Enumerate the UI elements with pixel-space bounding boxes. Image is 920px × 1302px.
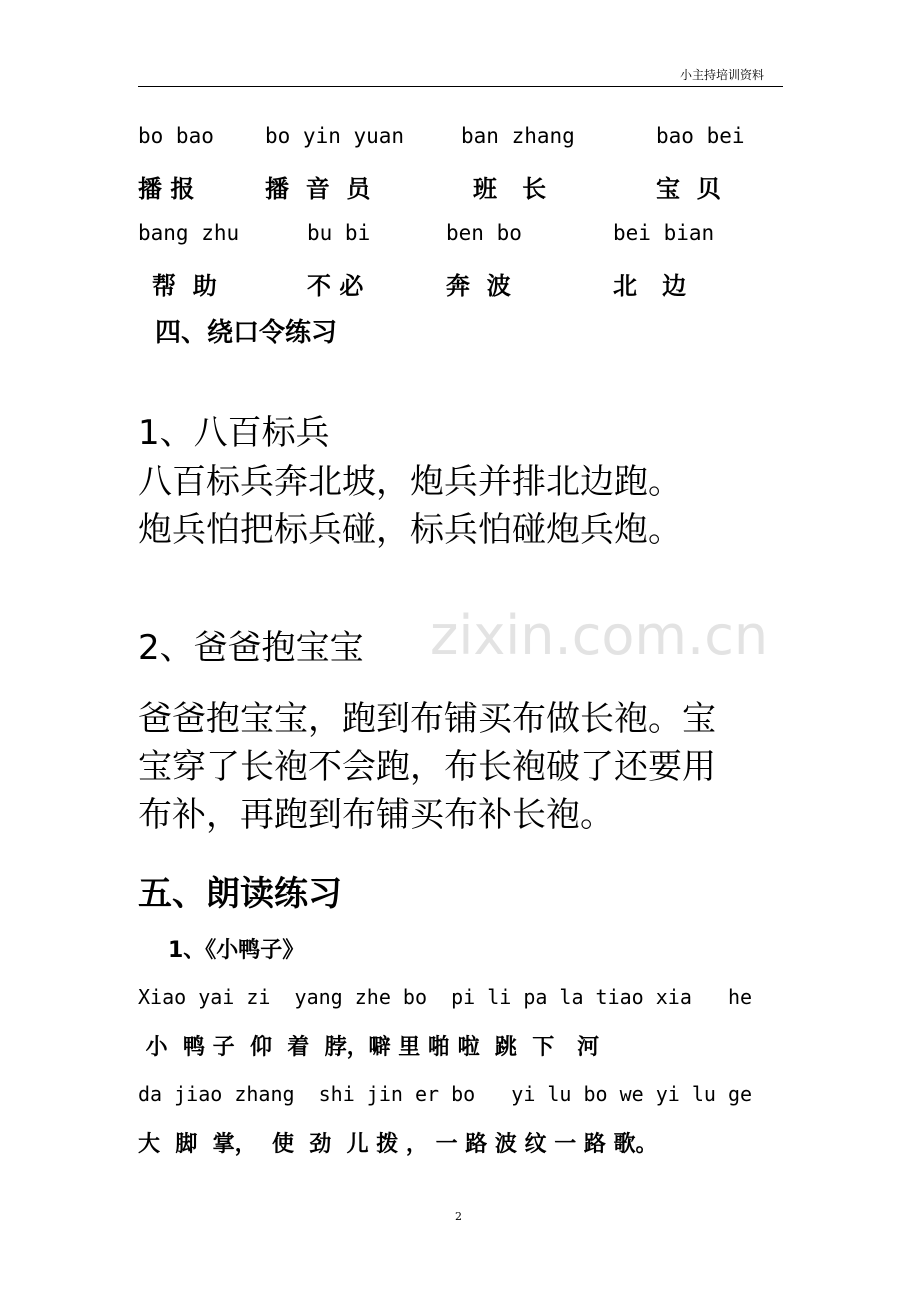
hanzi-item: 播 报 xyxy=(138,175,195,203)
pinyin-item: bo bao xyxy=(138,124,214,148)
hanzi-item: 班 长 xyxy=(473,175,547,203)
pinyin-item: bu bi xyxy=(307,221,371,245)
tongue-twister-line: 爸爸抱宝宝，跑到布铺买布做长袍。宝 xyxy=(138,699,716,739)
tongue-twister-line: 布补，再跑到布铺买布补长袍。 xyxy=(138,795,614,835)
reading-hanzi-line: 小 鸭 子 仰 着 脖，噼 里 啪 啦 跳 下 河 xyxy=(138,1035,600,1060)
reading-pinyin-line: Xiao yai zi yang zhe bo pi li pa la tiao xia he xyxy=(138,985,753,1009)
reading-pinyin-line: da jiao zhang shi jin er bo yi lu bo we yi lu ge xyxy=(138,1082,753,1106)
header-divider xyxy=(138,86,783,87)
header-title: 小主持培训资料 xyxy=(680,68,765,82)
pinyin-item: bang zhu xyxy=(138,221,240,245)
hanzi-item: 播 音 员 xyxy=(265,175,371,203)
watermark: zixin.com.cn xyxy=(430,604,769,667)
hanzi-item: 奔 波 xyxy=(446,272,511,300)
reading-hanzi-line: 大 脚 掌， 使 劲 儿 拨 ， 一 路 波 纹 一 路 歌。 xyxy=(138,1132,658,1157)
pinyin-item: bo yin yuan xyxy=(265,124,405,148)
pinyin-item: ban zhang xyxy=(461,124,575,148)
pinyin-item: bao bei xyxy=(656,124,745,148)
pinyin-item: bei bian xyxy=(613,221,715,245)
section-heading: 四、绕口令练习 xyxy=(155,318,338,348)
page-number: 2 xyxy=(455,1210,462,1223)
tongue-twister-title: 2、爸爸抱宝宝 xyxy=(138,628,364,668)
tongue-twister-line: 炮兵怕把标兵碰，标兵怕碰炮兵炮。 xyxy=(138,510,682,550)
tongue-twister-line: 宝穿了长袍不会跑，布长袍破了还要用 xyxy=(138,747,716,787)
pinyin-item: ben bo xyxy=(446,221,522,245)
hanzi-item: 帮 助 xyxy=(152,272,217,300)
tongue-twister-title: 1、八百标兵 xyxy=(138,413,330,453)
hanzi-item: 不 必 xyxy=(307,272,364,300)
section-heading: 五、朗读练习 xyxy=(138,874,342,914)
hanzi-item: 宝 贝 xyxy=(656,175,721,203)
hanzi-item: 北 边 xyxy=(613,272,687,300)
tongue-twister-line: 八百标兵奔北坡，炮兵并排北边跑。 xyxy=(138,462,682,502)
reading-title: 1、《小鸭子》 xyxy=(168,938,305,963)
